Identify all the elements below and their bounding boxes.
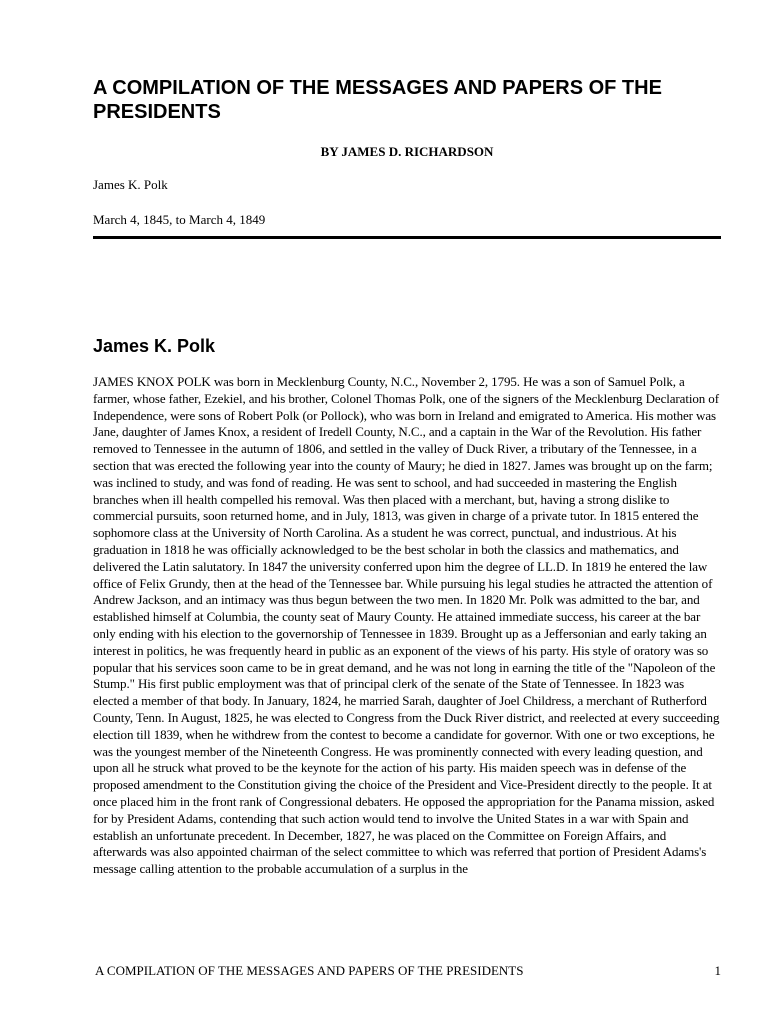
president-name: James K. Polk: [93, 177, 168, 192]
section-heading: James K. Polk: [93, 336, 216, 356]
document-page: [93, 0, 721, 1024]
term-dates: March 4, 1845, to March 4, 1849: [93, 212, 266, 227]
footer-running-title: A COMPILATION OF THE MESSAGES AND PAPERS OF THE PRESIDENTS: [95, 963, 524, 978]
horizontal-rule: [93, 236, 721, 239]
biography-paragraph: JAMES KNOX POLK was born in Mecklenburg County, N.C., November 2, 1795. He was a son of Samuel Polk, a farmer, whose father, Ezekiel, and his brother, Colonel Thomas Polk, one of the signers of the Mecklenburg Declaration of Independence, were sons of Robert Polk (or Pollock), who was born in Ireland and emigrated to America. His mother was Jane, daughter of James Knox, a resident of Iredell County, N.C., and a captain in the War of the Revolution. His father removed to Tennessee in the autumn of 1806, and settled in the valley of Duck River, a tributary of the Tennessee, in a section that was erected the following year into the county of Maury; he died in 1827. James was brought up on the farm; was inclined to study, and was fond of reading. He was sent to school, and had succeeded in mastering the English branches when ill health compelled his removal. Was then placed with a merchant, but, having a strong dislike to commercial pursuits, soon returned home, and in July, 1813, was given in charge of a private tutor. In 1815 entered the sophomore class at the University of North Carolina. As a student he was correct, punctual, and industrious. At his graduation in 1818 he was officially acknowledged to be the best scholar in both the classics and mathematics, and delivered the Latin salutatory. In 1847 the university conferred upon him the degree of LL.D. In 1819 he entered the law office of Felix Grundy, then at the head of the Tennessee bar. While pursuing his legal studies he attracted the attention of Andrew Jackson, and an intimacy was thus begun between the two men. In 1820 Mr. Polk was admitted to the bar, and established himself at Columbia, the county seat of Maury County. He attained immediate success, his career at the bar only ending with his election to the governorship of Tennessee in 1839. Brought up as a Jeffersonian and early taking an interest in politics, he was frequently heard in public as an exponent of the views of his party. His style of oratory was so popular that his services soon came to be in great demand, and he was not long in earning the title of the "Napoleon of the Stump." His first public employment was that of principal clerk of the senate of the State of Tennessee. In 1823 was elected a member of that body. In January, 1824, he married Sarah, daughter of Joel Childress, a merchant of Rutherford County, Tenn. In August, 1825, he was elected to Congress from the Duck River district, and reelected at every succeeding election till 1839, when he withdrew from the contest to become a candidate for governor. With one or two exceptions, he was the youngest member of the Nineteenth Congress. He was prominently connected with every leading question, and upon all he struck what proved to be the keynote for the action of his party. His maiden speech was in defense of the proposed amendment to the Constitution giving the choice of the President and Vice-President directly to the people. It at once placed him in the front rank of Congressional debaters. He opposed the appropriation for the Panama mission, asked for by President Adams, contending that such action would tend to involve the United States in a war with Spain and establish an unfortunate precedent. In December, 1827, he was placed on the Committee on Foreign Affairs, and afterwards was also appointed chairman of the select committee to which was referred that portion of President Adams's message calling attention to the probable accumulation of a surplus in the: [93, 374, 720, 877]
page-footer: [93, 963, 721, 979]
document-title: A COMPILATION OF THE MESSAGES AND PAPERS OF THE PRESIDENTS: [93, 77, 662, 123]
page-number: 1: [714, 963, 721, 978]
author-byline: BY JAMES D. RICHARDSON: [320, 144, 494, 159]
